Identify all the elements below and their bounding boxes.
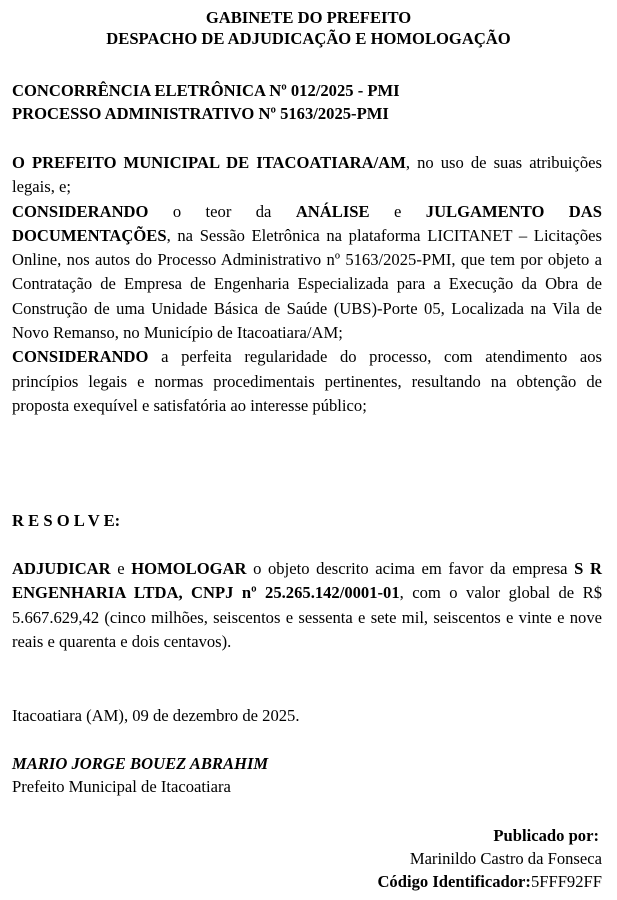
intro-bold: O PREFEITO MUNICIPAL DE ITACOATIARA/AM — [12, 153, 406, 172]
decision-company: S R ENGENHARIA LTDA, CNPJ nº 25.265.142/0001-01 — [12, 559, 602, 603]
signatory-role: Prefeito Municipal de Itacoatiara — [12, 777, 231, 796]
decision-paragraph — [12, 557, 602, 654]
intro-paragraph — [12, 151, 602, 200]
publication-label: Publicado por: — [493, 826, 599, 845]
identifier-value: 5FFF92FF — [530, 872, 602, 891]
consider1-text-3: , na Sessão Eletrônica na plataforma LICITANET – Licitações Online, nos autos do Processo Administrativo nº 5163/2025-PMI, que tem por objeto a Contratação de Empresa de Engenharia Especializada para a Execução da Obra de Construção de uma Unidade Básica de Saúde (UBS)-Porte 05, Localizada na Vila de Novo Remanso, no Município de Itacoatiara/AM; — [12, 225, 602, 343]
header-title: DESPACHO DE ADJUDICAÇÃO E HOMOLOGAÇÃO — [106, 29, 511, 48]
body-text — [12, 151, 602, 418]
header-office: GABINETE DO PREFEITO — [205, 8, 412, 27]
decision-text-1: e — [110, 559, 132, 578]
decision-homologar: HOMOLOGAR — [131, 559, 247, 578]
reference-block — [12, 79, 602, 125]
publication-block — [377, 824, 602, 893]
processo-reference: PROCESSO ADMINISTRATIVO Nº 5163/2025-PMI — [12, 104, 389, 123]
consider1-analise: ANÁLISE — [295, 201, 370, 221]
decision-text-2: o objeto descrito acima em favor da empresa — [246, 559, 575, 578]
intro-text: , no uso de suas atribuições legais, e; — [12, 153, 602, 197]
publisher-name: Marinildo Castro da Fonseca — [409, 849, 602, 868]
concorrencia-reference: CONCORRÊNCIA ELETRÔNICA Nº 012/2025 - PMI — [12, 81, 400, 100]
consider1-keyword: CONSIDERANDO — [12, 201, 149, 221]
decision-adjudicar: ADJUDICAR — [12, 559, 111, 578]
place-date: Itacoatiara (AM), 09 de dezembro de 2025. — [12, 706, 300, 725]
resolve-heading: R E S O L V E: — [12, 511, 121, 530]
consider1-text-2: e — [369, 201, 426, 221]
consider-paragraph-1 — [12, 200, 602, 346]
signature-block — [12, 752, 602, 798]
consider-paragraph-2 — [12, 345, 602, 418]
signatory-name: MARIO JORGE BOUEZ ABRAHIM — [12, 754, 269, 773]
consider2-keyword: CONSIDERANDO — [12, 347, 149, 367]
consider1-text-1: o teor da — [148, 201, 296, 221]
identifier-label: Código Identificador: — [377, 872, 531, 891]
consider2-text: a perfeita regularidade do processo, com atendimento aos princípios legais e normas procedimentais pertinentes, resultando na obtenção de proposta exequível e satisfatória ao interesse público; — [12, 347, 602, 415]
identifier-line — [377, 870, 602, 893]
decision-text-3: , com o valor global de R$ 5.667.629,42 (cinco milhões, seiscentos e sessenta e sete mil, seiscentos e vinte e nove reais e quarenta e dois centavos). — [12, 583, 602, 651]
consider1-julgamento: JULGAMENTO DAS DOCUMENTAÇÕES — [12, 201, 602, 245]
